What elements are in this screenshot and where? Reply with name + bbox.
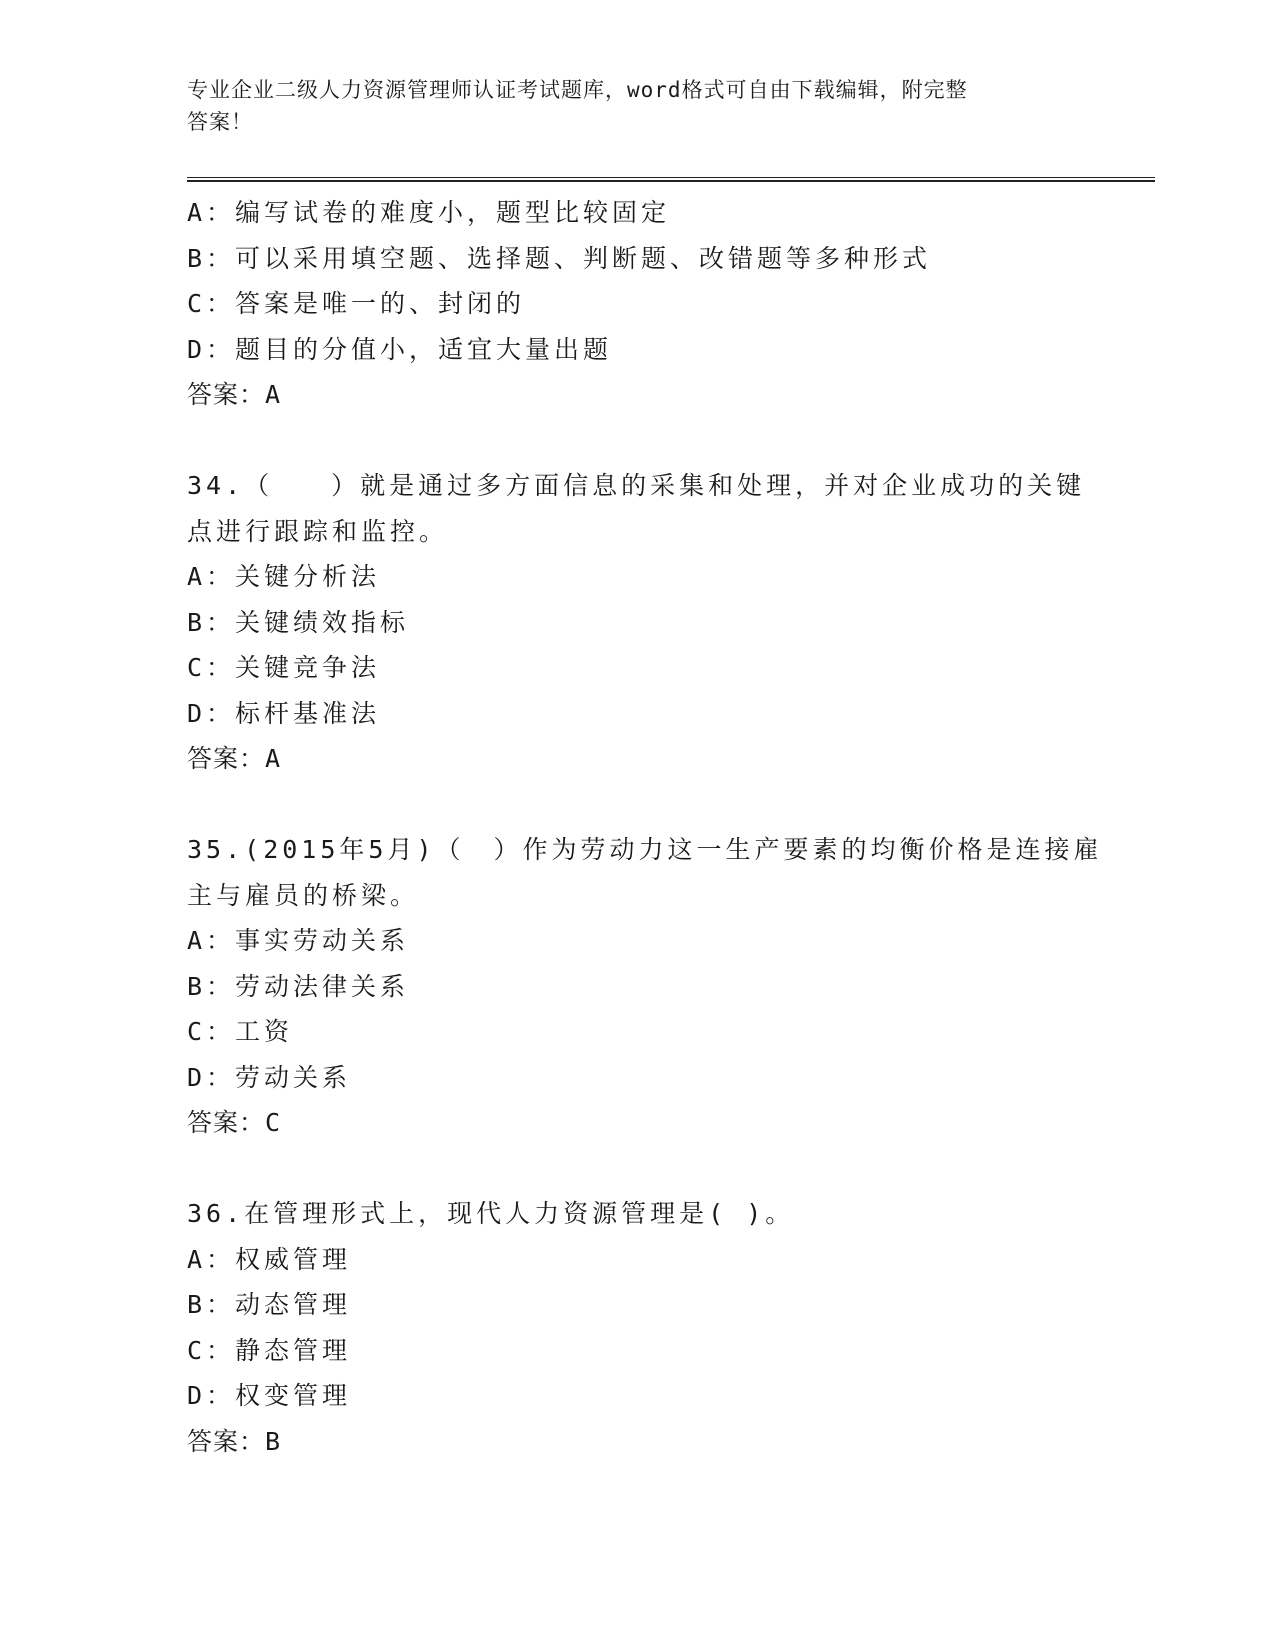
- answer-value: C: [265, 1108, 281, 1137]
- option-c: C：工资: [187, 1017, 294, 1046]
- question-stem-line-2: 点进行跟踪和监控。: [187, 516, 449, 546]
- question-stem-line-1: 35.(2015年5月)（ ）作为劳动力这一生产要素的均衡价格是连接雇: [187, 835, 1103, 864]
- question-list: [187, 190, 1103, 1464]
- header-line-1: 专业企业二级人力资源管理师认证考试题库，word格式可自由下载编辑，附完整: [187, 78, 968, 102]
- option-b: B：动态管理: [187, 1290, 352, 1319]
- option-d: D：标杆基准法: [187, 698, 381, 728]
- answer-line: [187, 736, 1087, 782]
- option-c: C：答案是唯一的、封闭的: [187, 289, 526, 318]
- option-d: D：劳动关系: [187, 1062, 352, 1092]
- question-36: [187, 1191, 1087, 1464]
- answer-value: A: [265, 380, 281, 409]
- question-stem-line-2: 主与雇员的桥梁。: [187, 880, 420, 910]
- document-header: [187, 74, 1067, 138]
- answer-line: [187, 1100, 1087, 1146]
- question-35: [187, 827, 1103, 1146]
- answer-line: [187, 372, 1087, 418]
- option-c: C：静态管理: [187, 1335, 352, 1365]
- option-d: D：题目的分值小，适宜大量出题: [187, 334, 613, 364]
- answer-label: 答案：: [187, 744, 266, 773]
- answer-line: [187, 1419, 1087, 1465]
- answer-label: 答案：: [187, 380, 266, 409]
- option-b: B：劳动法律关系: [187, 971, 410, 1001]
- option-a: A：事实劳动关系: [187, 926, 410, 955]
- answer-value: B: [265, 1426, 281, 1456]
- header-line-2: 答案！: [187, 110, 253, 134]
- question-34: [187, 463, 1087, 782]
- option-c: C：关键竞争法: [187, 653, 381, 682]
- option-b: B：关键绩效指标: [187, 607, 410, 637]
- option-a: A：权威管理: [187, 1244, 352, 1274]
- option-d: D：权变管理: [187, 1381, 352, 1410]
- option-b: B：可以采用填空题、选择题、判断题、改错题等多种形式: [187, 243, 932, 273]
- question-stem-line-1: 36.在管理形式上，现代人力资源管理是( )。: [187, 1199, 795, 1228]
- answer-value: A: [265, 744, 281, 773]
- answer-label: 答案：: [187, 1108, 266, 1137]
- option-a: A：编写试卷的难度小，题型比较固定: [187, 198, 671, 227]
- question-stem-line-1: 34.（ ）就是通过多方面信息的采集和处理，并对企业成功的关键: [187, 471, 1086, 500]
- question-33: [187, 190, 1087, 418]
- answer-label: 答案：: [187, 1426, 266, 1456]
- option-a: A：关键分析法: [187, 562, 381, 591]
- header-divider: [187, 177, 1155, 182]
